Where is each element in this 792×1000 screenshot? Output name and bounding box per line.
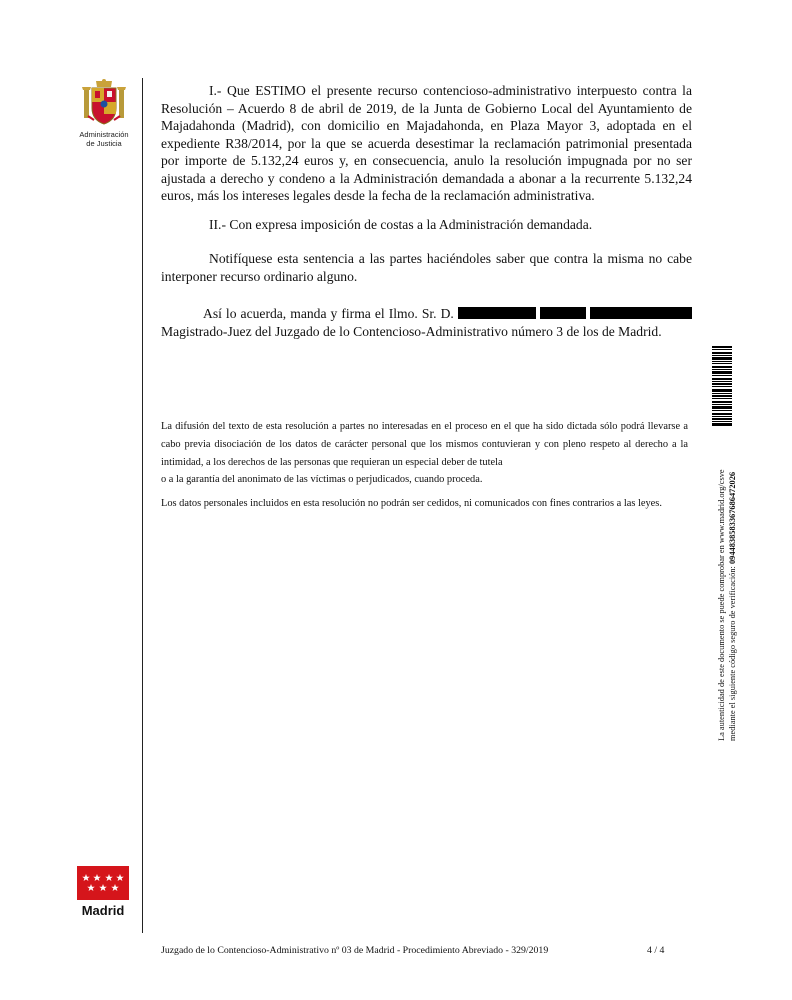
- barcode-icon: [712, 346, 732, 426]
- comunidad-de-madrid-logo: [77, 866, 129, 919]
- madrid-flag-icon: [77, 866, 129, 900]
- spain-coat-of-arms-icon: [78, 78, 130, 128]
- page-number: 4 / 4: [647, 945, 665, 956]
- margin-rule: [142, 78, 143, 933]
- verification-line-1: La autenticidad de este documento se puede comprobar en www.madrid.org/csve: [717, 469, 726, 741]
- privacy-notes: [161, 418, 688, 513]
- administracion-de-justicia-logo: [72, 78, 136, 148]
- page-footer: [161, 945, 671, 957]
- signature-text-end: Magistrado-Juez del Juzgado de lo Contencioso-Administrativo número 3 de los de Madrid.: [161, 323, 662, 339]
- verification-line-2: [727, 461, 738, 741]
- privacy-note-2: Los datos personales incluidos en esta resolución no podrán ser cedidos, ni comunicados con fines contrarios a las leyes.: [161, 498, 662, 510]
- signature-text-start: Así lo acuerda, manda y firma el Ilmo. Sr. D.: [203, 306, 454, 321]
- redaction-block: [590, 307, 692, 319]
- signature-paragraph: [161, 305, 692, 340]
- footer-text: Juzgado de lo Contencioso-Administrativo nº 03 de Madrid - Procedimiento Abreviado - 329/2019: [161, 945, 549, 956]
- notification-paragraph: Notifíquese esta sentencia a las partes haciéndoles saber que contra la misma no cabe interponer recurso ordinario alguno.: [161, 251, 692, 284]
- ruling-paragraph-2: II.- Con expresa imposición de costas a la Administración demandada.: [209, 216, 593, 232]
- justicia-caption-line1: Administración: [79, 130, 129, 139]
- privacy-note-1-main: La difusión del texto de esta resolución a partes no interesadas en el proceso en el que ha sido dictada sólo podrá llevarse a cabo previa disociación de los datos de carácter personal que los mismos contuvieran y con pleno respeto al derecho a la intimidad, a los derechos de las personas que requieran un especial deber de tutela: [161, 421, 688, 468]
- madrid-word: Madrid: [81, 903, 125, 918]
- verification-stamp: [716, 461, 738, 741]
- redaction-block: [458, 307, 536, 319]
- verification-prefix: mediante el siguiente código seguro de verificación:: [728, 566, 737, 741]
- ruling-paragraph-1: I.- Que ESTIMO el presente recurso contencioso-administrativo interpuesto contra la Resolución – Acuerdo 8 de abril de 2019, de la Junta de Gobierno Local del Ayuntamiento de Majadahonda (Madrid), con domicilio en Majadahonda, en Plaza Mayor 3, adoptada en el expediente R38/2014, por la que se acuerda desestimar la reclamación patrimonial presentada por importe de 5.132,24 euros y, en consecuencia, anulo la resolución impugnada por no ser ajustada a derecho y condeno a la Administración demandada a abonar a la recurrente 5.132,24 euros, más los intereses legales desde la fecha de la reclamación administrativa.: [161, 83, 692, 203]
- privacy-note-1-end: o a la garantía del anonimato de las víctimas o perjudicados, cuando proceda.: [161, 474, 483, 486]
- main-text: [161, 82, 692, 340]
- justicia-caption-line2: de Justicia: [86, 139, 122, 148]
- verification-code: 0944838583367686472026: [728, 471, 737, 565]
- redaction-block: [540, 307, 586, 319]
